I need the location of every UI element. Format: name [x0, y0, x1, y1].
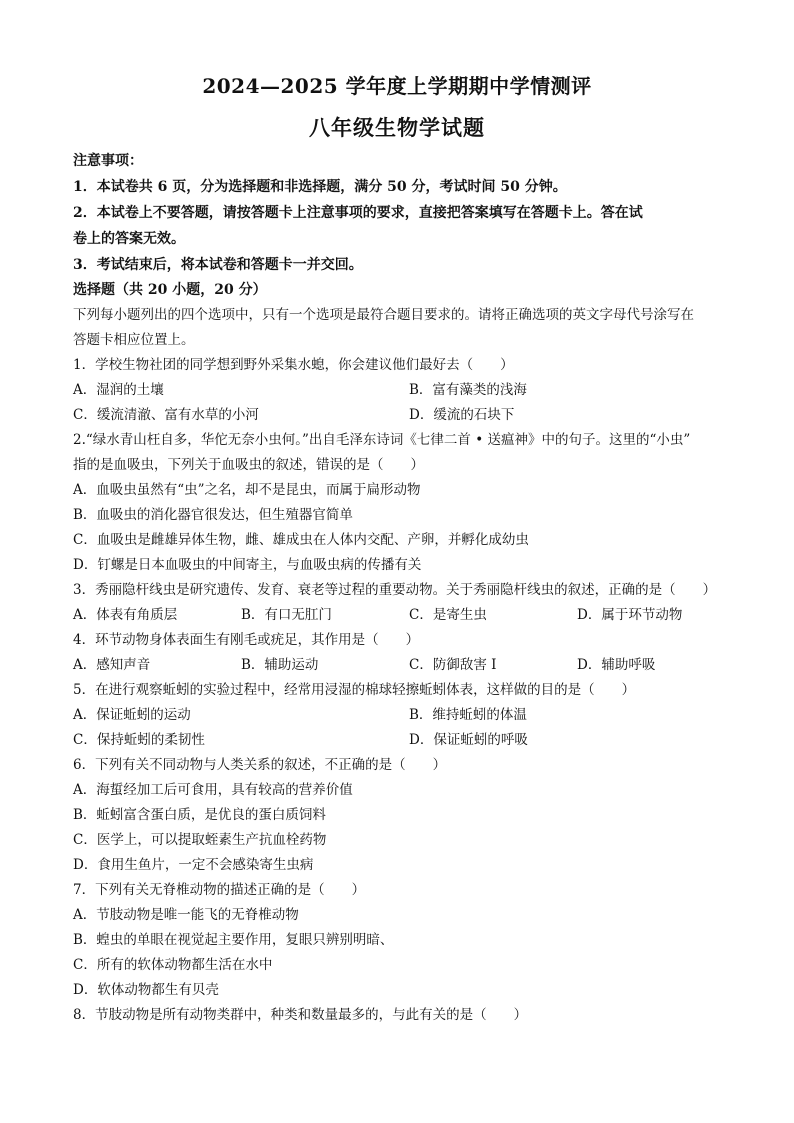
option-B: B．富有藻类的浅海 [409, 382, 527, 398]
question-7 [73, 878, 733, 1003]
option-D: D．辅助呼吸 [577, 657, 656, 673]
option-C: C．保持蚯蚓的柔韧性 [73, 732, 205, 748]
section-heading: 选择题（共 20 小题，20 分） [73, 282, 267, 298]
options [73, 478, 733, 578]
option-B: B．蝗虫的单眼在视觉起主要作用，复眼只辨别明暗、 [73, 932, 394, 948]
notice-heading: 注意事项： [73, 153, 143, 169]
notice-item-3: 3．考试结束后，将本试卷和答题卡一并交回。 [73, 257, 363, 273]
question-stem: 2.“绿水青山枉自多，华佗无奈小虫何。”出自毛泽东诗词《七律二首 • 送瘟神》中的句子。这里的“小虫” [73, 432, 691, 448]
question-stem: 6．下列有关不同动物与人类关系的叙述，不正确的是（ ） [73, 757, 447, 773]
option-C: C．缓流清澈、富有水草的小河 [73, 407, 259, 423]
option-D: D．软体动物都生有贝壳 [73, 982, 219, 998]
option-A: A．血吸虫虽然有“虫”之名，却不是昆虫，而属于扁形动物 [73, 482, 421, 498]
question-stem: 指的是血吸虫，下列关于血吸虫的叙述，错误的是（ ） [73, 457, 424, 473]
exam-title: 2024—2025 学年度上学期期中学情测评 [202, 74, 592, 98]
question-5 [73, 678, 733, 753]
option-B: B．维持蚯蚓的体温 [409, 707, 527, 723]
option-C: C．医学上，可以提取蛭素生产抗血栓药物 [73, 832, 327, 848]
option-A: A．湿润的土壤 [73, 382, 164, 398]
notice-item-1: 1．本试卷共 6 页，分为选择题和非选择题，满分 50 分，考试时间 50 分钟。 [73, 179, 567, 195]
option-A: A．节肢动物是唯一能飞的无脊椎动物 [73, 907, 299, 923]
option-D: D．缓流的石块下 [409, 407, 515, 423]
option-C: C．所有的软体动物都生活在水中 [73, 957, 273, 973]
option-D: D．保证蚯蚓的呼吸 [409, 732, 528, 748]
option-B: B．蚯蚓富含蛋白质，是优良的蛋白质饲料 [73, 807, 326, 823]
question-3 [73, 578, 733, 628]
question-8 [73, 1003, 733, 1028]
notice-item-2: 2．本试卷上不要答题，请按答题卡上注意事项的要求，直接把答案填写在答题卡上。答在试 [73, 205, 643, 221]
question-stem: 1．学校生物社团的同学想到野外采集水螅，你会建议他们最好去（ ） [73, 357, 514, 373]
question-stem: 7．下列有关无脊椎动物的描述正确的是（ ） [73, 882, 366, 898]
option-A: A．感知声音 [73, 657, 151, 673]
option-C: C．防御敌害 I [409, 657, 497, 673]
section-instructions-line1: 下列每小题列出的四个选项中，只有一个选项是最符合题目要求的。请将正确选项的英文字母代号涂写在 [73, 307, 694, 323]
question-6 [73, 753, 733, 878]
option-D: D．食用生鱼片，一定不会感染寄生虫病 [73, 857, 314, 873]
option-C: C．血吸虫是雌雄异体生物，雌、雄成虫在人体内交配、产卵，并孵化成幼虫 [73, 532, 529, 548]
options [73, 703, 733, 753]
options [73, 603, 733, 628]
options [73, 653, 733, 678]
options [73, 378, 733, 428]
question-stem: 4．环节动物身体表面生有刚毛或疣足，其作用是（ ） [73, 632, 420, 648]
question-stem: 5．在进行观察蚯蚓的实验过程中，经常用浸湿的棉球轻擦蚯蚓体表，这样做的目的是（ ） [73, 682, 636, 698]
exam-subtitle: 八年级生物学试题 [309, 115, 485, 140]
option-A: A．海蜇经加工后可食用，具有较高的营养价值 [73, 782, 353, 798]
option-B: B．血吸虫的消化器官很发达，但生殖器官简单 [73, 507, 353, 523]
option-A: A．保证蚯蚓的运动 [73, 707, 191, 723]
question-2 [73, 428, 733, 578]
option-D: D．属于环节动物 [577, 607, 683, 623]
option-A: A．体表有角质层 [73, 607, 178, 623]
options [73, 903, 733, 1003]
question-4 [73, 628, 733, 678]
options [73, 778, 733, 878]
question-list [73, 353, 733, 1028]
notice-item-2-cont: 卷上的答案无效。 [73, 231, 185, 247]
question-1 [73, 353, 733, 428]
option-C: C．是寄生虫 [409, 607, 487, 623]
exam-content [73, 148, 733, 1028]
option-D: D．钉螺是日本血吸虫的中间寄主，与血吸虫病的传播有关 [73, 557, 422, 573]
option-B: B．有口无肛门 [241, 607, 332, 623]
option-B: B．辅助运动 [241, 657, 319, 673]
question-stem: 3．秀丽隐杆线虫是研究遗传、发育、衰老等过程的重要动物。关于秀丽隐杆线虫的叙述，正确的是（ ） [73, 582, 717, 598]
section-instructions-line2: 答题卡相应位置上。 [73, 332, 195, 348]
question-stem: 8．节肢动物是所有动物类群中，种类和数量最多的，与此有关的是（ ） [73, 1007, 528, 1023]
